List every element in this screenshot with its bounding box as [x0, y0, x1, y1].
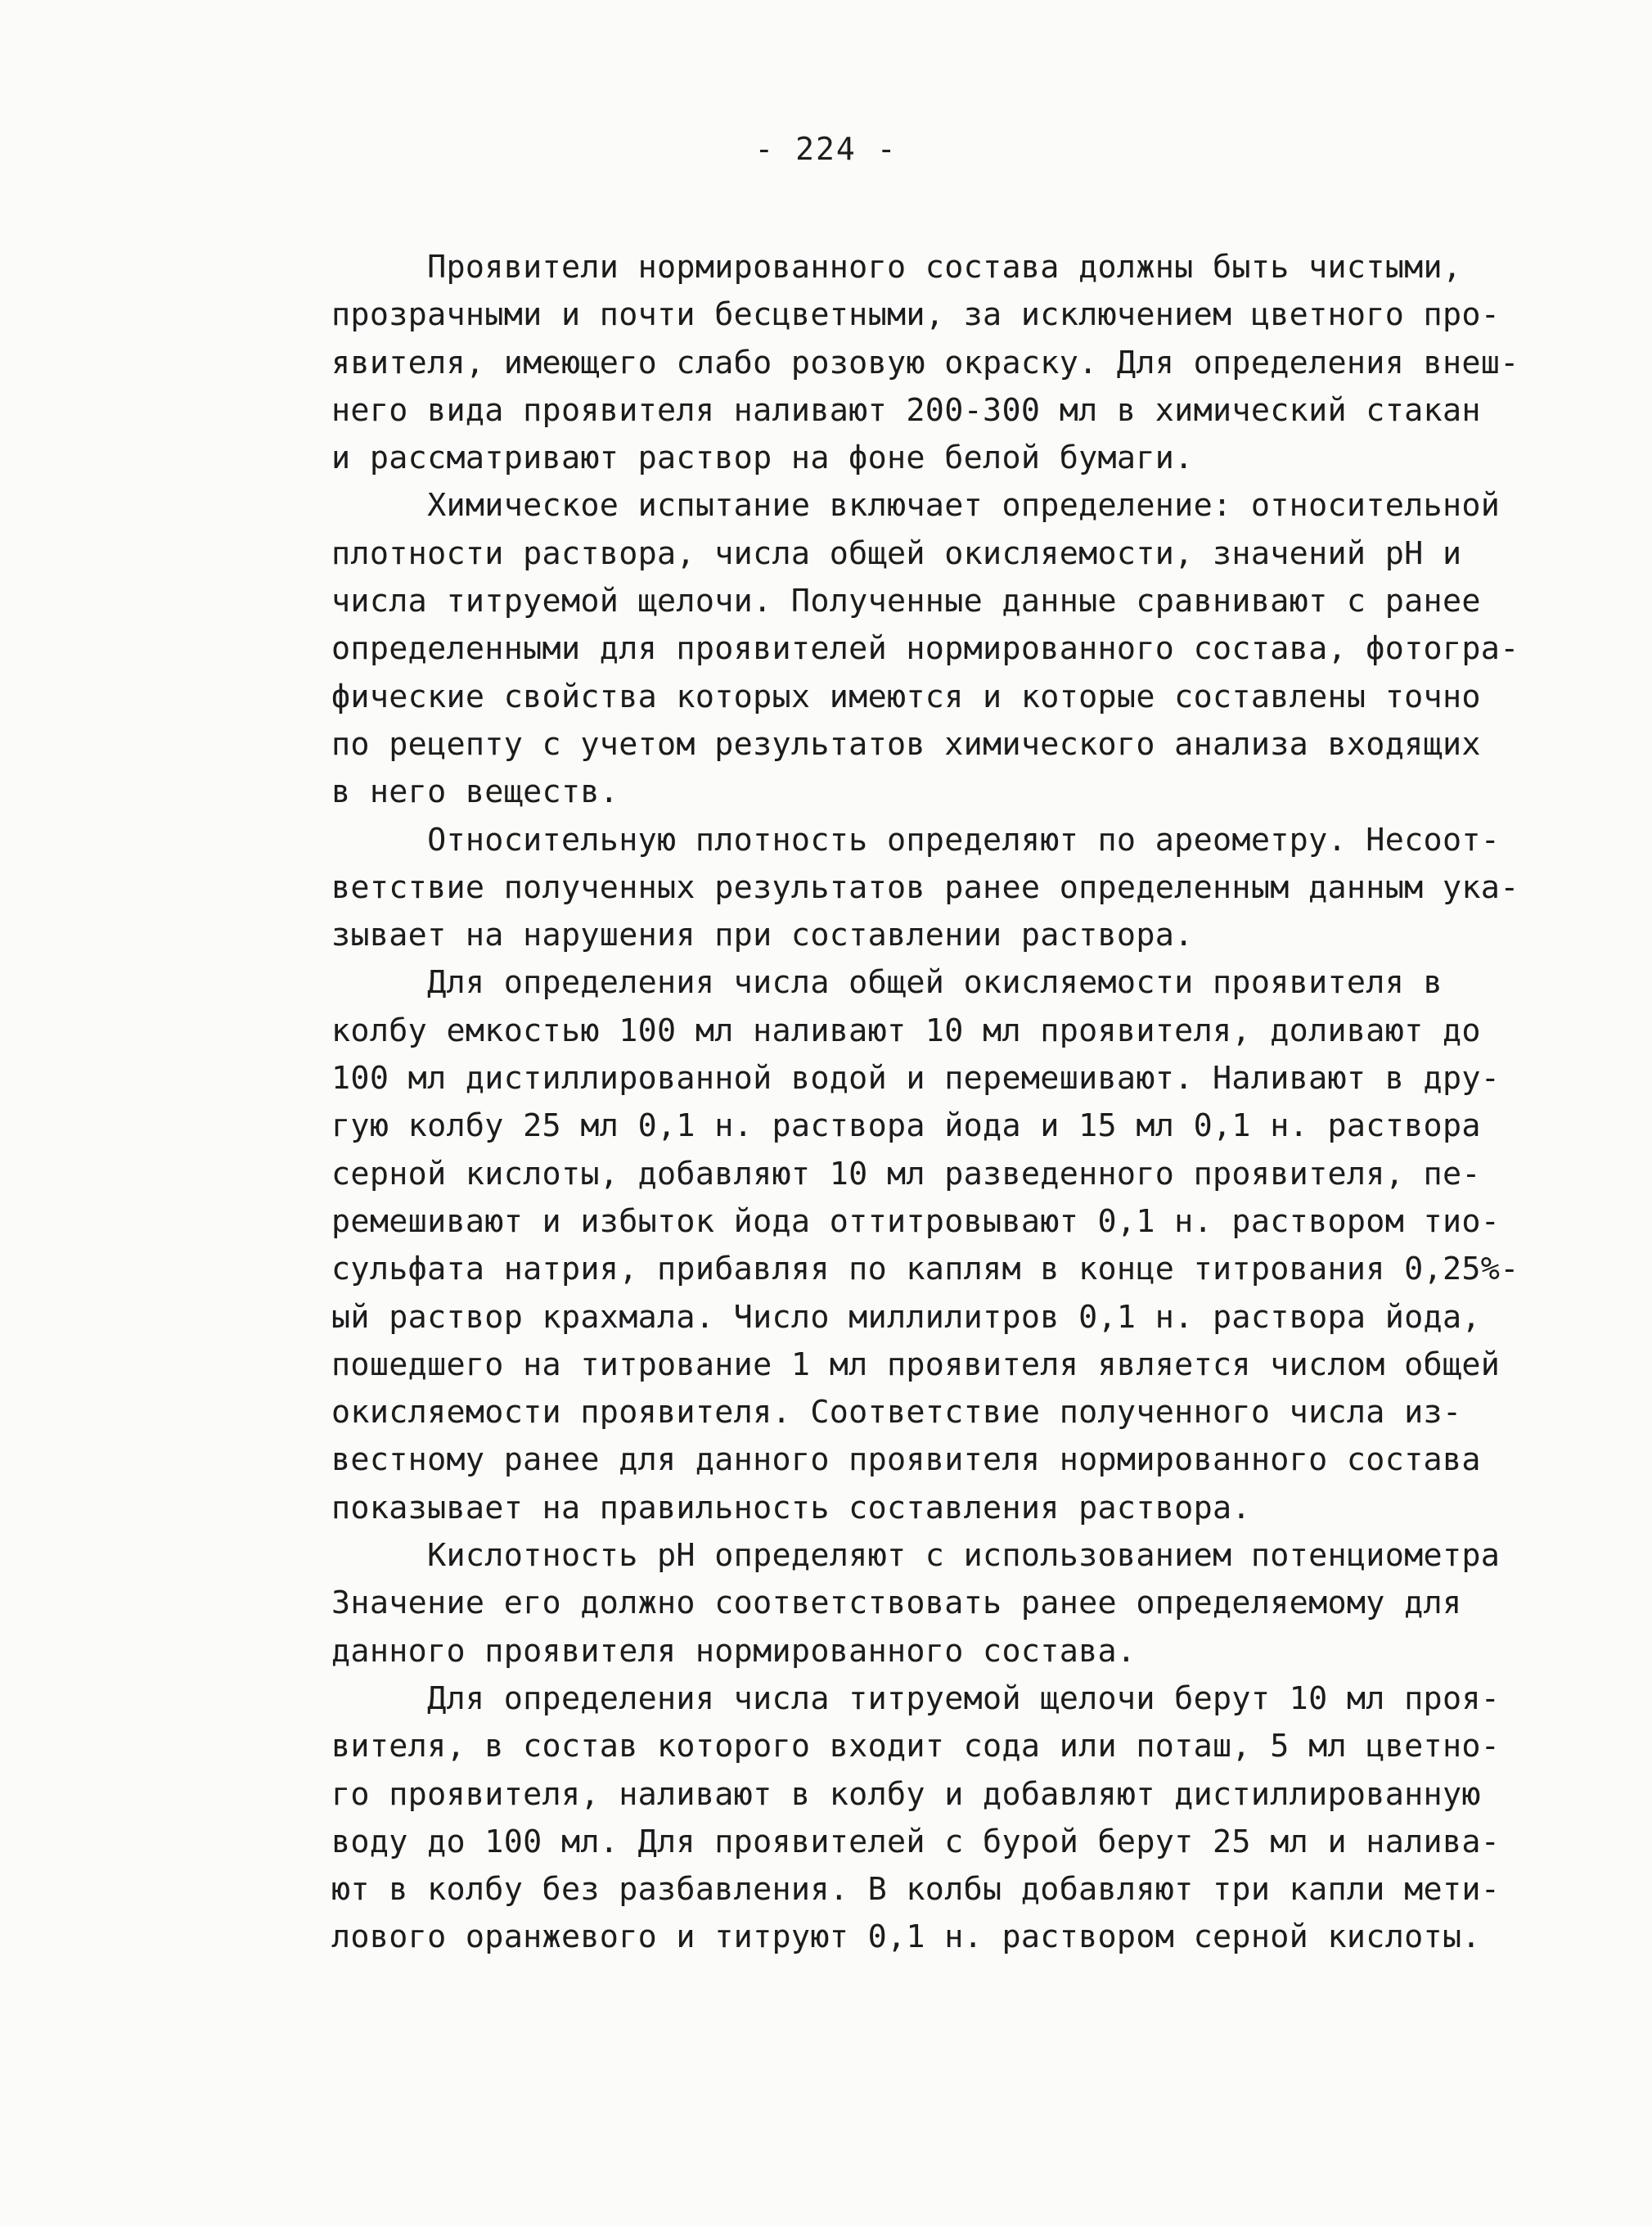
- page-number: - 224 -: [754, 131, 898, 167]
- text-line: Для определения числа общей окисляемости проявителя в: [331, 964, 1443, 1002]
- text-line: данного проявителя нормированного состава.: [331, 1632, 1137, 1670]
- text-line: ый раствор крахмала. Число миллилитров 0,1 н. раствора йода,: [331, 1298, 1481, 1336]
- text-line: плотности раствора, числа общей окисляемости, значений pH и: [331, 534, 1462, 572]
- text-line: Значение его должно соответствовать ранее определяемому для: [331, 1585, 1462, 1622]
- text-line: серной кислоты, добавляют 10 мл разведенного проявителя, пе-: [331, 1155, 1481, 1192]
- text-line: колбу емкостью 100 мл наливают 10 мл проявителя, доливают до: [331, 1012, 1481, 1049]
- text-line: ют в колбу без разбавления. В колбы добавляют три капли мети-: [331, 1871, 1501, 1909]
- text-line: окисляемости проявителя. Соответствие полученного числа из-: [331, 1394, 1462, 1431]
- text-line: него вида проявителя наливают 200-300 мл в химический стакан: [331, 391, 1481, 429]
- text-line: вителя, в состав которого входит сода или поташ, 5 мл цветно-: [331, 1728, 1501, 1765]
- text-line: фические свойства которых имеются и которые составлены точно: [331, 678, 1481, 715]
- text-line: Проявители нормированного состава должны быть чистыми,: [331, 249, 1462, 286]
- text-line: сульфата натрия, прибавляя по каплям в конце титрования 0,25%-: [331, 1251, 1519, 1288]
- text-line: прозрачными и почти бесцветными, за исключением цветного про-: [331, 296, 1501, 334]
- text-line: в него веществ.: [331, 773, 619, 811]
- body-text: [331, 244, 1519, 1962]
- text-line: определенными для проявителей нормированного состава, фотогра-: [331, 630, 1519, 668]
- text-line: воду до 100 мл. Для проявителей с бурой берут 25 мл и налива-: [331, 1823, 1501, 1860]
- text-line: ветствие полученных результатов ранее определенным данным ука-: [331, 868, 1519, 906]
- text-line: 100 мл дистиллированной водой и перемешивают. Наливают в дру-: [331, 1060, 1501, 1098]
- text-line: го проявителя, наливают в колбу и добавляют дистиллированную: [331, 1775, 1481, 1813]
- text-line: Относительную плотность определяют по ареометру. Несоот-: [331, 821, 1501, 859]
- text-line: зывает на нарушения при составлении раствора.: [331, 917, 1194, 954]
- text-line: и рассматривают раствор на фоне белой бумаги.: [331, 440, 1194, 477]
- text-line: по рецепту с учетом результатов химического анализа входящих: [331, 725, 1481, 763]
- text-line: лового оранжевого и титруют 0,1 н. раствором серной кислоты.: [331, 1918, 1481, 1956]
- text-line: числа титруемой щелочи. Полученные данные сравнивают с ранее: [331, 583, 1481, 620]
- text-line: Химическое испытание включает определение: относительной: [331, 487, 1501, 525]
- text-line: вестному ранее для данного проявителя нормированного состава: [331, 1441, 1481, 1479]
- text-line: Для определения числа титруемой щелочи берут 10 мл проя-: [331, 1679, 1501, 1717]
- text-line: Кислотность pH определяют с использованием потенциометра: [331, 1537, 1501, 1575]
- text-line: ремешивают и избыток йода оттитровывают 0,1 н. раствором тио-: [331, 1202, 1501, 1240]
- text-line: пошедшего на титрование 1 мл проявителя является числом общей: [331, 1346, 1501, 1383]
- text-line: гую колбу 25 мл 0,1 н. раствора йода и 15 мл 0,1 н. раствора: [331, 1107, 1481, 1145]
- text-line: показывает на правильность составления раствора.: [331, 1489, 1251, 1526]
- text-line: явителя, имеющего слабо розовую окраску. Для определения внеш-: [331, 344, 1519, 381]
